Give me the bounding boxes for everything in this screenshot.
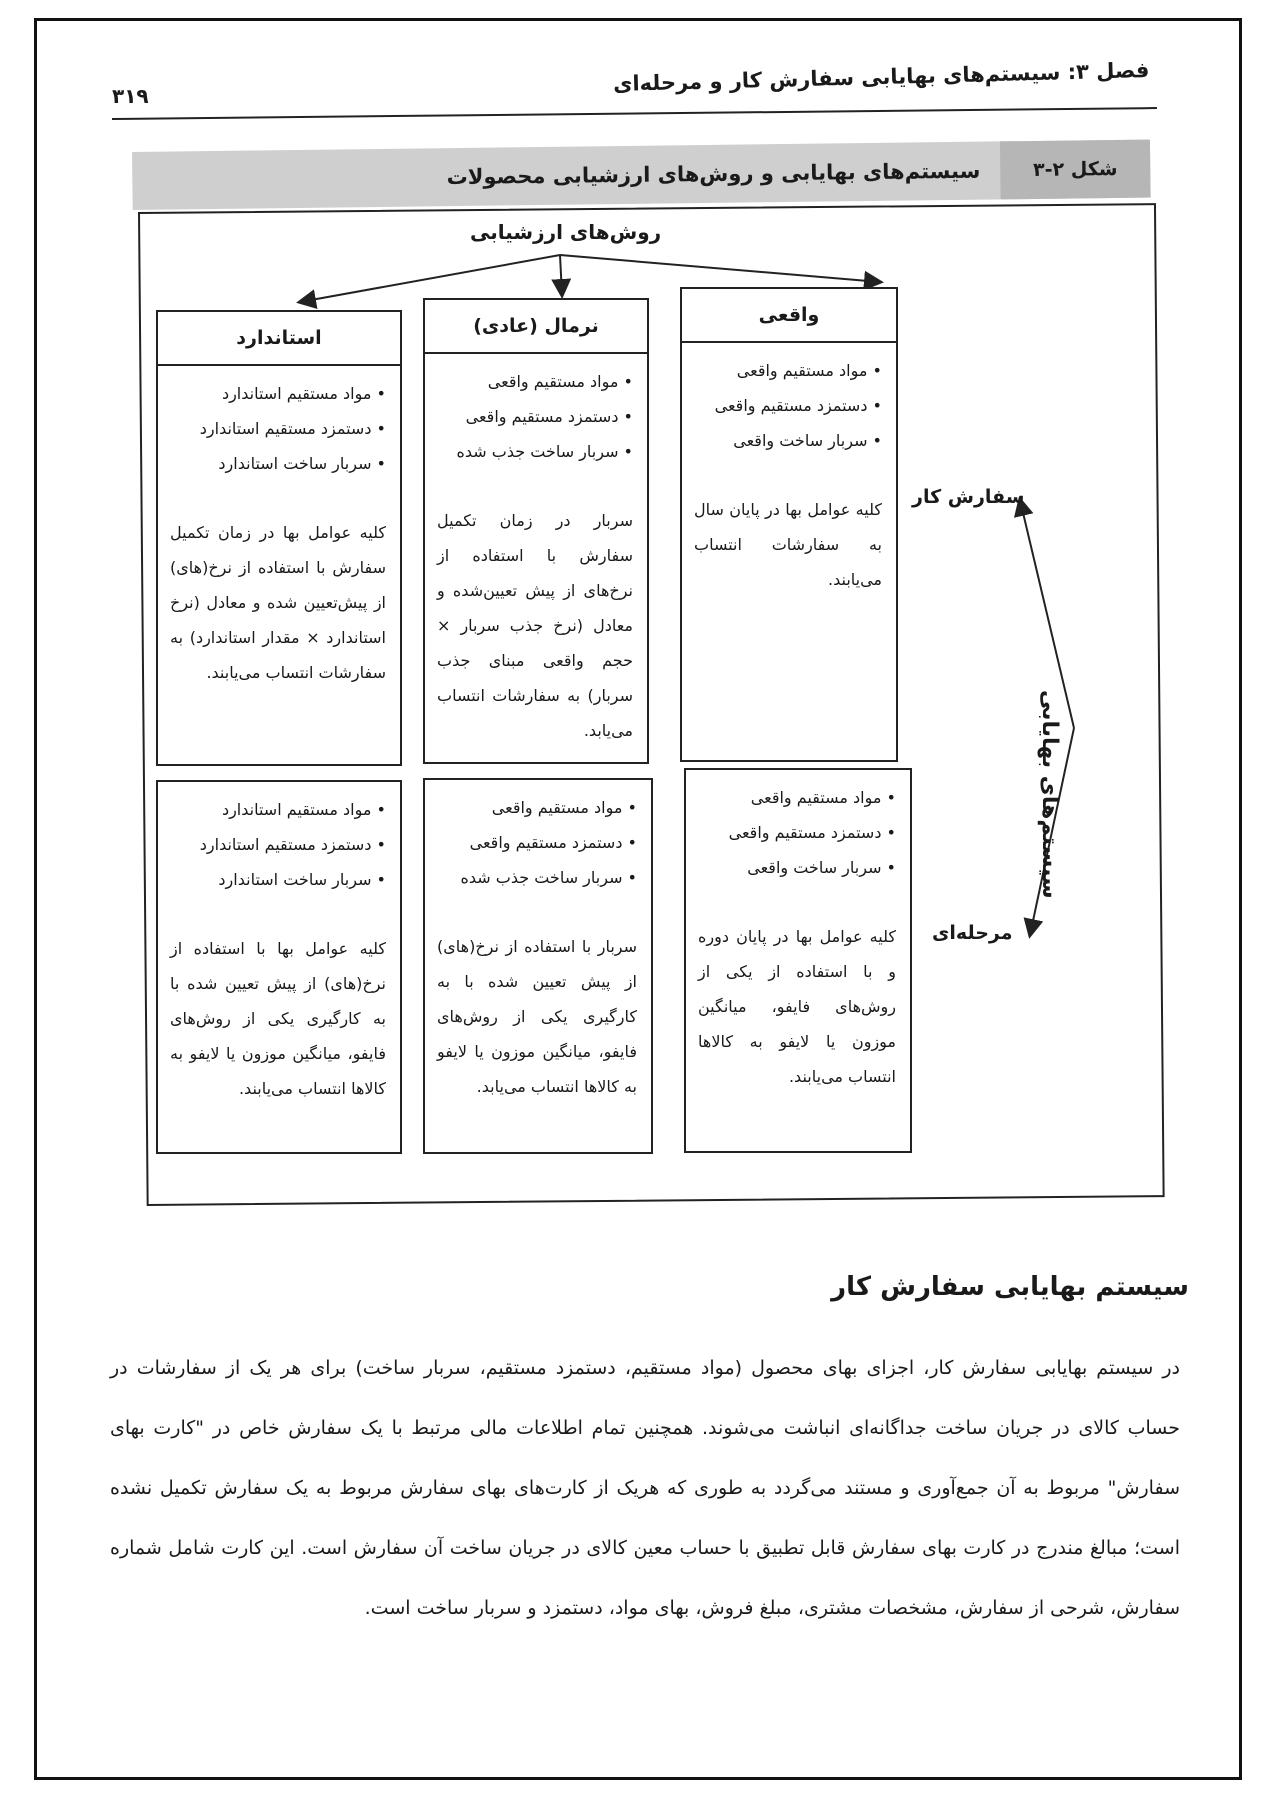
bullet-item: • سربار ساخت جذب شده xyxy=(431,860,637,895)
column-title-standard: استاندارد xyxy=(158,312,400,366)
bullet-item: • سربار ساخت جذب شده xyxy=(431,434,633,469)
box-normal-process xyxy=(423,778,653,1154)
bullet-item: • سربار ساخت واقعی xyxy=(692,850,896,885)
description: کلیه عوامل بها در پایان دوره و با استفاده از یکی از روش‌های فایفو، میانگین موزون یا لایفو به کالاها انتساب می‌یابند. xyxy=(698,927,896,1086)
chapter-title: فصل ۳: سیستم‌های بهایابی سفارش کار و مرحله‌ای xyxy=(612,58,1150,97)
bullet-item: • مواد مستقیم واقعی xyxy=(431,364,633,399)
bullet-list xyxy=(425,364,647,469)
label-job-order: سفارش کار xyxy=(912,486,1025,508)
figure-tag-text: شکل ۲-۳ xyxy=(1032,157,1118,181)
figure-title: سیستم‌های بهایابی و روش‌های ارزشیابی محصولات xyxy=(446,158,981,190)
bullet-item: • دستمزد مستقیم استاندارد xyxy=(164,827,386,862)
box-actual-process xyxy=(684,768,912,1153)
arrow-to-actual xyxy=(560,255,880,282)
description: سربار در زمان تکمیل سفارش با استفاده از نرخ‌های از پیش تعیین‌شده و معادل (نرخ جذب سربار × حجم واقعی مبنای جذب سربار) به سفارشات انتساب می‌یابد. xyxy=(437,511,633,740)
bullet-item: • سربار ساخت استاندارد xyxy=(164,862,386,897)
bullet-item: • مواد مستقیم استاندارد xyxy=(164,792,386,827)
bullet-item: • سربار ساخت واقعی xyxy=(688,423,882,458)
arrow-to-normal xyxy=(560,255,562,295)
page-number: ۳۱۹ xyxy=(112,84,149,108)
box-standard-job-order xyxy=(156,310,402,766)
bullet-list xyxy=(682,353,896,458)
bullet-item: • دستمزد مستقیم واقعی xyxy=(692,815,896,850)
section-heading: سیستم بهایابی سفارش کار xyxy=(831,1272,1189,1302)
bullet-item: • مواد مستقیم واقعی xyxy=(688,353,882,388)
bullet-item: • مواد مستقیم واقعی xyxy=(431,790,637,825)
label-costing-systems: سیستم‌های بهایابی xyxy=(1037,690,1062,899)
box-normal-job-order xyxy=(423,298,649,764)
label-process: مرحله‌ای xyxy=(932,922,1013,944)
bullet-item: • دستمزد مستقیم استاندارد xyxy=(164,411,386,446)
bullet-list xyxy=(686,780,910,885)
description: کلیه عوامل بها در زمان تکمیل سفارش با استفاده از نرخ(های) از پیش‌تعیین شده و معادل (نرخ استاندارد × مقدار استاندارد) به سفارشات انتساب می‌یابند. xyxy=(170,523,386,682)
methods-title: روش‌های ارزشیابی xyxy=(470,220,662,244)
bullet-list xyxy=(158,792,400,897)
column-title-normal: نرمال (عادی) xyxy=(425,300,647,354)
bullet-item: • دستمزد مستقیم واقعی xyxy=(688,388,882,423)
description: کلیه عوامل بها در پایان سال به سفارشات انتساب می‌یابند. xyxy=(694,500,882,589)
paragraph-text: در سیستم بهایابی سفارش کار، اجزای بهای محصول (مواد مستقیم، دستمزد مستقیم، سربار ساخت) برای هر یک از سفارشات در حساب کالای در جریان ساخت جداگانه‌ای انباشت می‌شوند. همچنین تمام اطلاعات مالی مرتبط با یک سفارش خاص در "کارت بهای سفارش" مربوط به آن جمع‌آوری و مستند می‌گردد به طوری که هریک از کارت‌های بهای سفارش مربوط به یک سفارش تکمیل نشده است؛ مبالغ مندرج در کارت بهای سفارش قابل تطبیق با حساب معین کالای در جریان ساخت آن سفارش است. این کارت شامل شماره سفارش، شرحی از سفارش، مشخصات مشتری، مبلغ فروش، بهای مواد، دستمزد و سربار ساخت است. xyxy=(110,1357,1180,1619)
bullet-item: • سربار ساخت استاندارد xyxy=(164,446,386,481)
body-paragraph xyxy=(110,1338,1180,1638)
bullet-item: • مواد مستقیم واقعی xyxy=(692,780,896,815)
bullet-item: • دستمزد مستقیم واقعی xyxy=(431,399,633,434)
box-actual-job-order xyxy=(680,287,898,762)
bullet-list xyxy=(158,376,400,481)
box-standard-process xyxy=(156,780,402,1154)
bullet-item: • مواد مستقیم استاندارد xyxy=(164,376,386,411)
description: کلیه عوامل بها با استفاده از نرخ(های) از پیش تعیین شده با به کارگیری یکی از روش‌های فایفو، میانگین موزون یا لایفو به کالاها انتساب می‌یابند. xyxy=(170,939,386,1098)
column-title-actual: واقعی xyxy=(682,289,896,343)
description: سربار با استفاده از نرخ(های) از پیش تعیین شده با به کارگیری یکی از روش‌های فایفو، میانگین موزون یا لایفو به کالاها انتساب می‌یابد. xyxy=(437,937,637,1096)
bullet-item: • دستمزد مستقیم واقعی xyxy=(431,825,637,860)
arrow-to-standard xyxy=(300,255,560,302)
bullet-list xyxy=(425,790,651,895)
